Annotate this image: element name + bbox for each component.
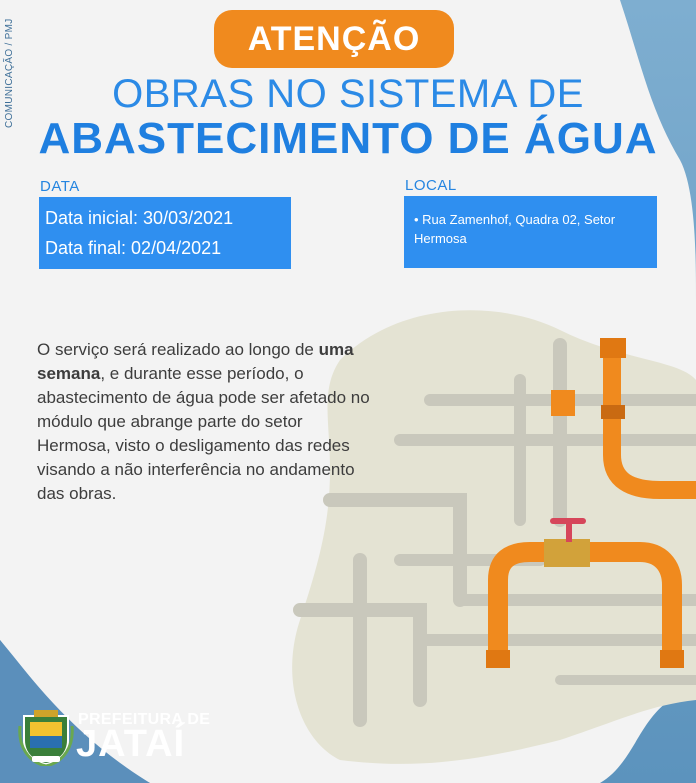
footer-line-1: PREFEITURA DE <box>78 711 211 728</box>
start-date: Data inicial: 30/03/2021 <box>45 208 234 228</box>
footer-line-2: JATAÍ <box>76 723 186 765</box>
date-box <box>39 197 291 269</box>
attention-badge: ATENÇÃO <box>214 10 454 68</box>
duration-emphasis: uma semana <box>37 340 354 383</box>
notice-paragraph: O serviço será realizado ao longo de uma semana, e durante esse período, o abastecimento de água pode ser afetado no módulo que abrange parte do setor Hermosa, visto o desligamento das redes visando a não interferência no andamento das obras. <box>37 340 370 503</box>
city-coat-of-arms-logo <box>18 706 74 766</box>
end-date: Data final: 02/04/2021 <box>45 238 222 258</box>
location-label: LOCAL <box>405 177 457 194</box>
date-label: DATA <box>40 178 80 195</box>
location-box <box>404 196 657 268</box>
location-address: • Rua Zamenhof, Quadra 02, Setor Hermosa <box>414 212 616 246</box>
side-credit: COMUNICAÇÃO / PMJ <box>4 18 15 128</box>
title-line-2: ABASTECIMENTO DE ÁGUA <box>38 114 658 163</box>
title-line-1: OBRAS NO SISTEMA DE <box>112 72 584 116</box>
